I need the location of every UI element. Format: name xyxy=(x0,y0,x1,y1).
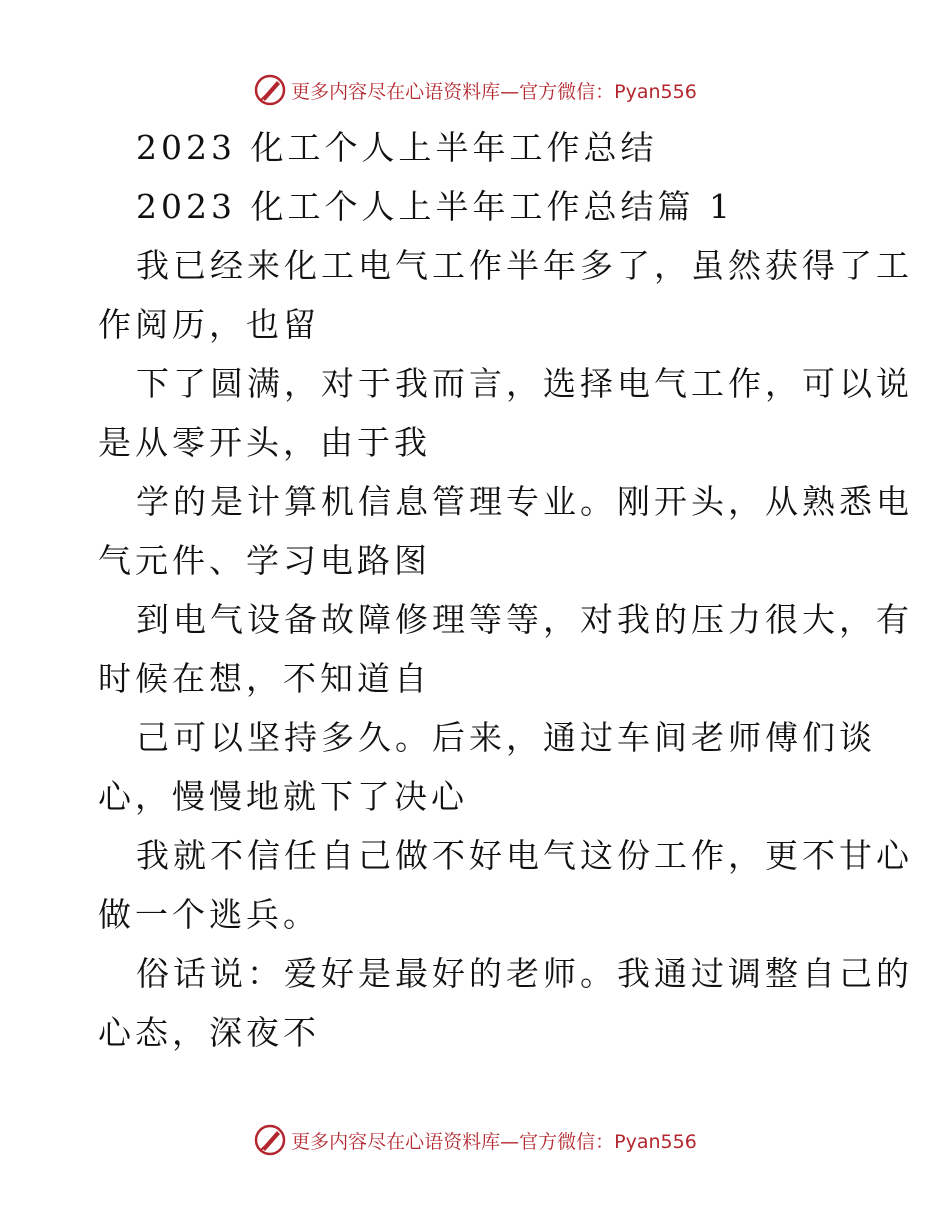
paragraph-line: 做一个逃兵。 xyxy=(98,895,320,934)
paragraph-line: 己可以坚持多久。后来，通过车间老师傅们谈 xyxy=(136,718,876,757)
paragraph-line: 气元件、学习电路图 xyxy=(98,541,431,580)
paragraph-line: 到电气设备故障修理等等，对我的压力很大，有 xyxy=(136,600,913,639)
paragraph-line: 心，慢慢地就下了决心 xyxy=(98,777,468,816)
paragraph-line: 下了圆满，对于我而言，选择电气工作，可以说 xyxy=(136,364,913,403)
paragraph-line: 学的是计算机信息管理专业。刚开头，从熟悉电 xyxy=(136,482,913,521)
paragraph-line: 心态，深夜不 xyxy=(98,1013,320,1052)
quill-pen-logo-icon xyxy=(253,1123,287,1157)
paragraph-line: 我就不信任自己做不好电气这份工作，更不甘心 xyxy=(136,836,913,875)
quill-pen-logo-icon xyxy=(253,73,287,107)
header-banner xyxy=(0,70,950,110)
banner-text: 更多内容尽在心语资料库—官方微信：Pyan556 xyxy=(291,1130,697,1153)
document-heading-line: 2023 化工个人上半年工作总结篇 1 xyxy=(136,187,734,226)
banner-text: 更多内容尽在心语资料库—官方微信：Pyan556 xyxy=(291,80,697,103)
document-heading-line: 2023 化工个人上半年工作总结 xyxy=(136,128,658,167)
paragraph-line: 是从零开头，由于我 xyxy=(98,423,431,462)
paragraph-line: 作阅历，也留 xyxy=(98,305,320,344)
document-body xyxy=(98,118,913,1062)
footer-banner xyxy=(0,1120,950,1160)
paragraph-line: 俗话说：爱好是最好的老师。我通过调整自己的 xyxy=(136,954,913,993)
paragraph-line: 我已经来化工电气工作半年多了，虽然获得了工 xyxy=(136,246,913,285)
paragraph-line: 时候在想，不知道自 xyxy=(98,659,431,698)
